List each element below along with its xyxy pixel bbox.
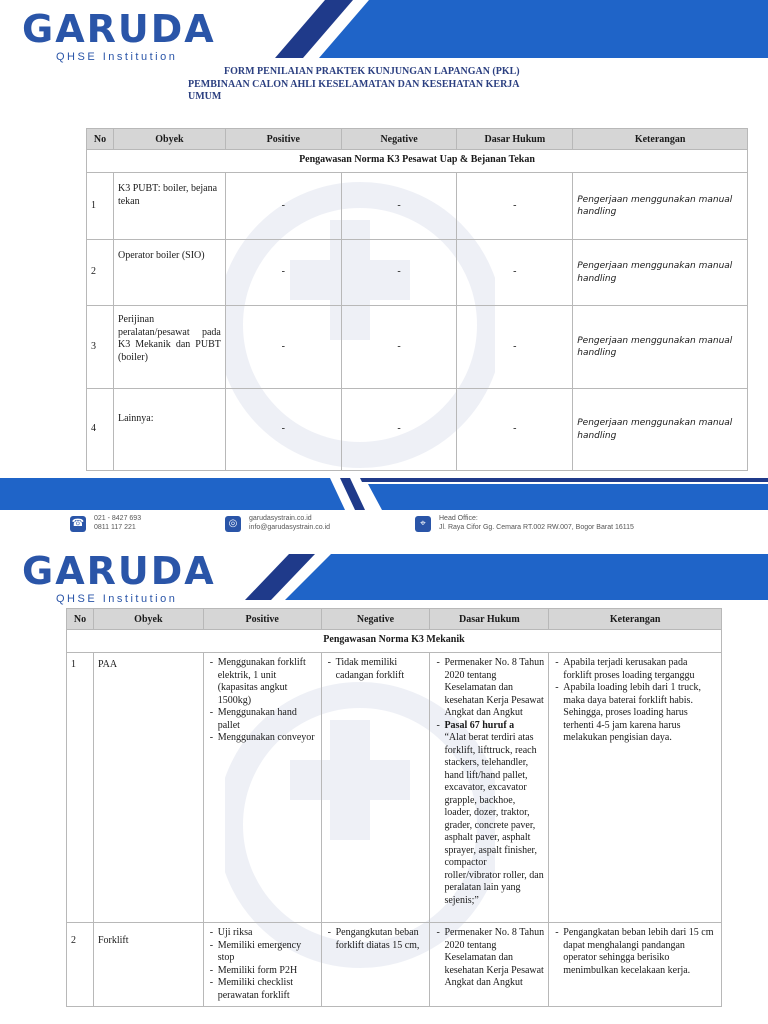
contact-office: [439, 514, 634, 532]
row-obyek: Operator boiler (SIO): [113, 240, 225, 306]
row-keterangan: Pengerjaan menggunakan manual handling: [573, 173, 748, 240]
positive-item: - Memiliki checklist perawatan forklift: [218, 977, 317, 1002]
section-row: [87, 150, 748, 173]
col-header-obyek: Obyek: [93, 609, 203, 630]
row-no: 1: [87, 173, 114, 240]
section-title: Pengawasan Norma K3 Pesawat Uap & Bejanan Tekan: [87, 150, 748, 173]
assessment-table-1: [86, 128, 748, 471]
row-dasar-hukum: -: [457, 240, 573, 306]
brand-subtitle: QHSE Institution: [56, 593, 178, 605]
col-header-negative: Negative: [341, 129, 457, 150]
header-stripe: [235, 0, 768, 58]
positive-item: - Uji riksa: [218, 927, 317, 940]
phone-2: 0811 117 221: [94, 524, 136, 531]
row-negative: -: [341, 306, 457, 389]
negative-item: - Tidak memiliki cadangan forklift: [336, 657, 426, 682]
ket-item: - Apabila terjadi kerusakan pada forklift proses loading terganggu: [563, 657, 717, 682]
row-positive: -: [225, 306, 341, 389]
row-dasar-hukum: -: [457, 306, 573, 389]
phone-icon: ☎: [70, 516, 86, 532]
contact-phone: [94, 514, 141, 532]
row-keterangan: Pengerjaan menggunakan manual handling: [573, 306, 748, 389]
row-keterangan: [549, 923, 722, 1007]
contact-web: [249, 514, 330, 532]
col-header-keterangan: Keterangan: [549, 609, 722, 630]
footer-stripe: [0, 478, 768, 510]
section-title: Pengawasan Norma K3 Mekanik: [67, 630, 722, 653]
row-dasar-hukum: -: [457, 173, 573, 240]
row-no: 2: [87, 240, 114, 306]
ket-item: - Apabila loading lebih dari 1 truck, maka daya baterai forklift habis. Sehingga, proses loading harus terhenti 4-5 jam karena harus melakukan pengisian daya.: [563, 682, 717, 745]
brand-subtitle: QHSE Institution: [56, 51, 178, 63]
office-label: Head Office:: [439, 515, 478, 522]
col-header-negative: Negative: [321, 609, 430, 630]
table-row: [87, 240, 748, 306]
dasar-item: [444, 720, 544, 908]
positive-item: - Menggunakan forklift elektrik, 1 unit (kapasitas angkut 1500kg): [218, 657, 317, 707]
row-negative: [321, 653, 430, 923]
web-icon: ◎: [225, 516, 241, 532]
positive-item: - Memiliki emergency stop: [218, 940, 317, 965]
office-address: Jl. Raya Cifor Gg. Cemara RT.002 RW.007, Bogor Barat 16115: [439, 524, 634, 531]
table-row: [67, 923, 722, 1007]
row-positive: [203, 653, 321, 923]
col-header-dasar-hukum: Dasar Hukum: [457, 129, 573, 150]
dasar-article: Pasal 67 huruf a: [444, 719, 515, 731]
row-negative: [321, 923, 430, 1007]
garuda-logo-icon: [22, 8, 222, 48]
table-row: [67, 653, 722, 923]
positive-item: - Memiliki form P2H: [218, 965, 317, 978]
col-header-positive: Positive: [225, 129, 341, 150]
col-header-keterangan: Keterangan: [573, 129, 748, 150]
table-row: [87, 306, 748, 389]
dasar-item: - Permenaker No. 8 Tahun 2020 tentang Keselamatan dan kesehatan Kerja Pesawat Angkat dan Angkut: [444, 657, 544, 720]
row-positive: -: [225, 389, 341, 471]
row-no: 2: [67, 923, 94, 1007]
col-header-dasar-hukum: Dasar Hukum: [430, 609, 549, 630]
svg-text:GARUDA: GARUDA: [22, 550, 216, 590]
row-positive: -: [225, 240, 341, 306]
negative-item: - Pengangkutan beban forklift diatas 15 cm,: [336, 927, 426, 952]
assessment-table-2: [66, 608, 722, 1007]
table-header-row: [67, 609, 722, 630]
col-header-positive: Positive: [203, 609, 321, 630]
row-no: 3: [87, 306, 114, 389]
form-title-line-2: PEMBINAAN CALON AHLI KESELAMATAN DAN KESEHATAN KERJA: [188, 78, 520, 90]
col-header-no: No: [87, 129, 114, 150]
row-keterangan: Pengerjaan menggunakan manual handling: [573, 240, 748, 306]
dasar-quote: “Alat berat terdiri atas forklift, lifttruck, reach stackers, telehandler, hand lift/hand pallet, excavator, excavator grapple, backhoe, loader, dozer, traktor, grader, concrete paver, asphalt paver, asphalt sprayer, aspalt finisher, compactor roller/vibrator roller, dan peralatan lain yang sejenis;”: [444, 732, 544, 906]
row-obyek: Lainnya:: [113, 389, 225, 471]
row-positive: [203, 923, 321, 1007]
positive-item: - Menggunakan conveyor: [218, 732, 317, 745]
form-title-line-3: UMUM: [188, 91, 222, 102]
row-negative: -: [341, 389, 457, 471]
website: garudasystrain.co.id: [249, 515, 312, 522]
section-row: [67, 630, 722, 653]
row-no: 1: [67, 653, 94, 923]
dasar-item: - Permenaker No. 8 Tahun 2020 tentang Keselamatan dan kesehatan Kerja Pesawat Angkat dan Angkut: [444, 927, 544, 990]
row-positive: -: [225, 173, 341, 240]
email: info@garudasystrain.co.id: [249, 524, 331, 531]
location-pin-icon: ⌖: [415, 516, 431, 532]
row-negative: -: [341, 173, 457, 240]
form-title: [188, 66, 548, 104]
brand-logo: [22, 550, 222, 605]
row-obyek: K3 PUBT: boiler, bejana tekan: [113, 173, 225, 240]
positive-item: - Menggunakan hand pallet: [218, 707, 317, 732]
row-dasar-hukum: [430, 653, 549, 923]
table-row: [87, 389, 748, 471]
col-header-obyek: Obyek: [113, 129, 225, 150]
col-header-no: No: [67, 609, 94, 630]
garuda-logo-icon: [22, 550, 222, 590]
form-title-line-1: FORM PENILAIAN PRAKTEK KUNJUNGAN LAPANGAN (PKL): [224, 66, 520, 77]
row-obyek: Forklift: [93, 923, 203, 1007]
phone-1: 021 - 8427 693: [94, 515, 142, 522]
row-keterangan: Pengerjaan menggunakan manual handling: [573, 389, 748, 471]
header-stripe: [235, 554, 768, 600]
row-dasar-hukum: -: [457, 389, 573, 471]
row-obyek: Perijinan peralatan/pesawat pada K3 Mekanik dan PUBT (boiler): [113, 306, 225, 389]
row-keterangan: [549, 653, 722, 923]
ket-item: - Pengangkatan beban lebih dari 15 cm dapat menghalangi pandangan operator sehingga berisiko menimbulkan kecelakaan kerja.: [563, 927, 717, 977]
row-obyek: PAA: [93, 653, 203, 923]
svg-text:GARUDA: GARUDA: [22, 8, 216, 48]
row-dasar-hukum: [430, 923, 549, 1007]
table-row: [87, 173, 748, 240]
row-negative: -: [341, 240, 457, 306]
table-header-row: [87, 129, 748, 150]
brand-logo: [22, 8, 222, 63]
row-no: 4: [87, 389, 114, 471]
